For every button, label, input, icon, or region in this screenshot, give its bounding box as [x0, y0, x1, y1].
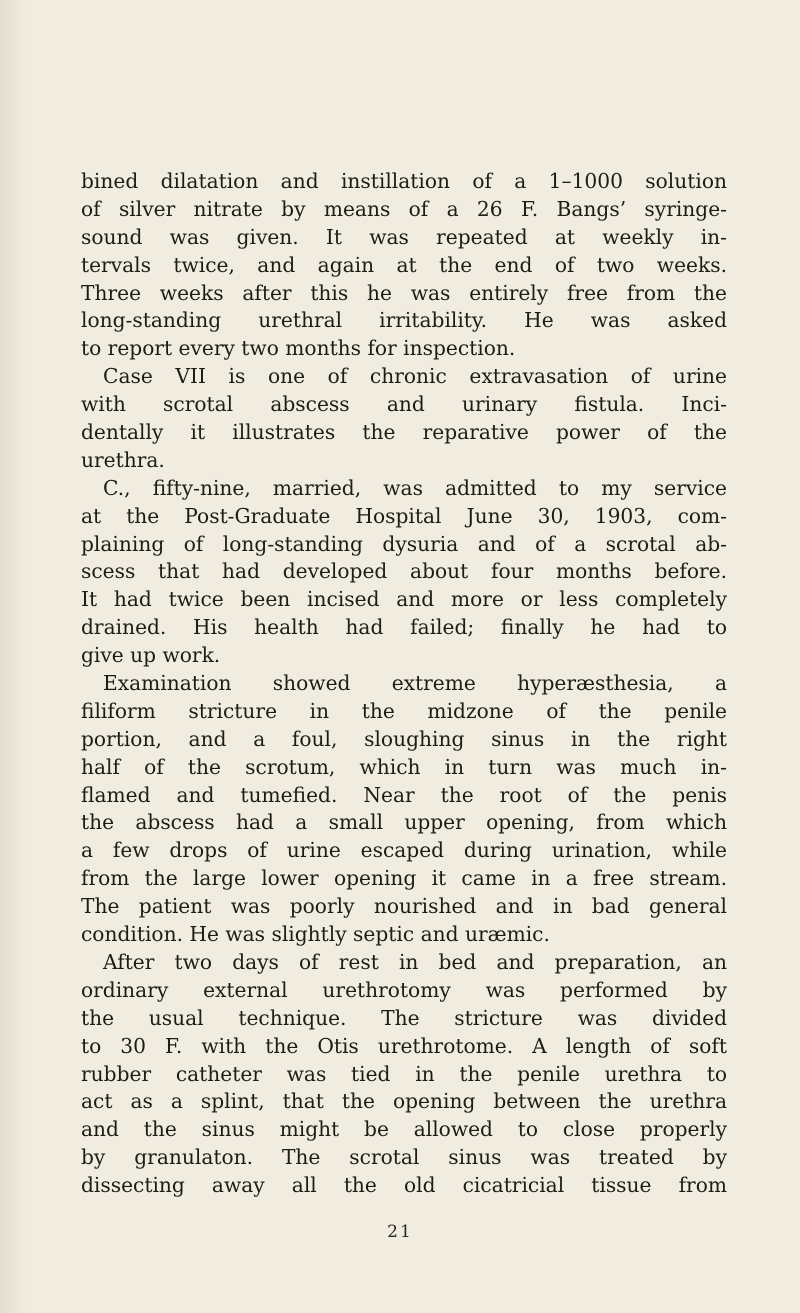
- text-line: scess that had developed about four months before.: [81, 559, 727, 584]
- text-line: the usual technique. The stricture was divided: [81, 1005, 727, 1030]
- text-line: ordinary external urethrotomy was performed by: [81, 977, 727, 1002]
- text-line: bined dilatation and instillation of a 1–1000 solution: [81, 169, 727, 193]
- text-line: The patient was poorly nourished and in bad general: [81, 894, 727, 919]
- text-line: act as a splint, that the opening between the urethra: [81, 1089, 727, 1114]
- text-line: to report every two months for inspection.: [81, 336, 516, 361]
- text-line: give up work.: [81, 643, 221, 668]
- text-line: dentally it illustrates the reparative power of the: [81, 420, 727, 445]
- text-line: by granulaton. The scrotal sinus was treated by: [81, 1145, 727, 1170]
- paragraph-start-line: C., fifty-nine, married, was admitted to my service: [103, 475, 727, 500]
- text-line: long-standing urethral irritability. He was asked: [81, 308, 727, 333]
- text-line: dissecting away all the old cicatricial tissue from: [81, 1173, 727, 1198]
- paragraph-start-line: Examination showed extreme hyperæsthesia, a: [103, 671, 727, 696]
- text-line: and the sinus might be allowed to close properly: [81, 1117, 727, 1142]
- text-line: a few drops of urine escaped during urination, while: [81, 838, 727, 863]
- text-line: drained. His health had failed; finally he had to: [81, 615, 727, 640]
- text-line: condition. He was slightly septic and uræmic.: [81, 922, 550, 947]
- text-line: flamed and tumefied. Near the root of the penis: [81, 782, 727, 807]
- text-line: Three weeks after this he was entirely free from the: [81, 280, 727, 305]
- paragraph-start-line: Case VII is one of chronic extravasation of urine: [103, 364, 727, 389]
- text-line: rubber catheter was tied in the penile urethra to: [81, 1061, 727, 1086]
- text-line: filiform stricture in the midzone of the penile: [81, 698, 727, 723]
- text-line: to 30 F. with the Otis urethrotome. A length of soft: [81, 1033, 727, 1058]
- text-line: with scrotal abscess and urinary fistula. Inci-: [81, 392, 727, 417]
- text-line: the abscess had a small upper opening, from which: [81, 810, 727, 835]
- paragraph-start-line: After two days of rest in bed and preparation, an: [103, 949, 727, 974]
- body-text: [81, 168, 727, 1200]
- page-number: 21: [387, 1222, 413, 1242]
- text-line: portion, and a foul, sloughing sinus in the right: [81, 726, 727, 751]
- text-line: from the large lower opening it came in a free stream.: [81, 866, 727, 891]
- page-edge-shadow: [0, 0, 28, 1313]
- text-line: plaining of long-standing dysuria and of a scrotal ab-: [81, 531, 727, 556]
- text-line: urethra.: [81, 447, 165, 472]
- text-line: sound was given. It was repeated at weekly in-: [81, 224, 727, 249]
- text-line: tervals twice, and again at the end of two weeks.: [81, 252, 727, 277]
- text-line: It had twice been incised and more or less completely: [81, 587, 727, 612]
- text-line: at the Post-Graduate Hospital June 30, 1903, com-: [81, 503, 727, 528]
- text-line: half of the scrotum, which in turn was much in-: [81, 754, 727, 779]
- text-line: of silver nitrate by means of a 26 F. Bangs’ syringe-: [81, 196, 727, 221]
